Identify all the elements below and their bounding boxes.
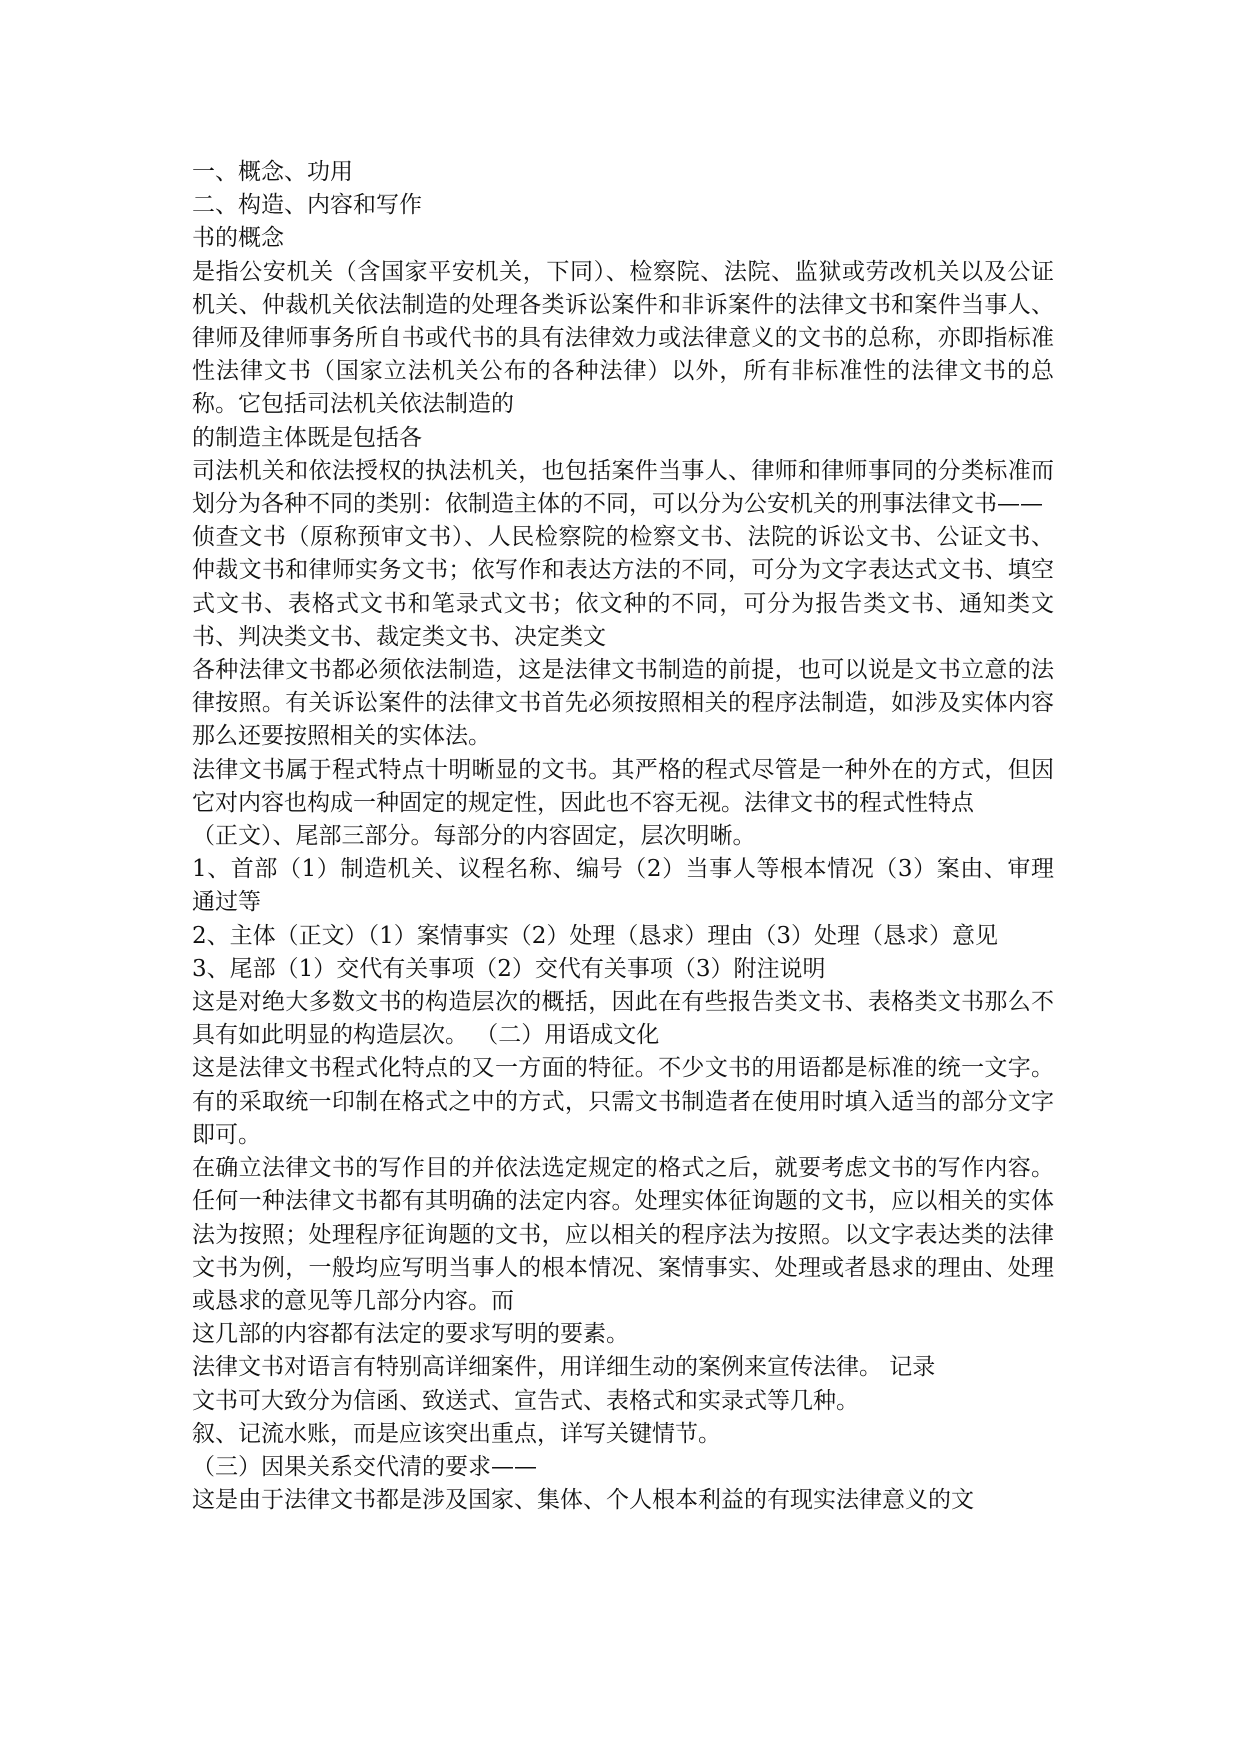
heading-concept-function: 一、概念、功用 [192, 159, 353, 185]
paragraph-writing-content: 在确立法律文书的写作目的并依法选定规定的格式之后，就要考虑文书的写作内容。任何一种法律文书都有其明确的法定内容。处理实体征询题的文书，应以相关的实体法为按照；处理程序征询题的文书，应以相关的程序法为按照。以文字表达类的法律文书为例，一般均应写明当事人的根本情况、案情事实、处理或者恳求的理由、处理或恳求的意见等几部分内容。而 [192, 1155, 1054, 1314]
document-body [192, 156, 1054, 1517]
heading-causality: （三）因果关系交代清的要求—— [192, 1453, 537, 1480]
paragraph-classification: 司法机关和依法授权的执法机关，也包括案件当事人、律师和律师事同的分类标准而划分为各种不同的类别：依制造主体的不同，可以分为公安机关的刑事法律文书—— [192, 457, 1054, 518]
paragraph-producer-subject: 的制造主体既是包括各 [192, 424, 422, 451]
paragraph-document-types: 侦查文书（原称预审文书）、人民检察院的检察文书、法院的诉讼文书、公证文书、仲裁文书和律师实务文书；依写作和表达方法的不同，可分为文字表达式文书、填空式文书、表格式文书和笔录式文书；依文种的不同，可分为报告类文书、通知类文书、判决类文书、裁定类文书、决定类文 [192, 524, 1054, 650]
paragraph-legal-basis: 各种法律文书都必须依法制造，这是法律文书制造的前提，也可以说是文书立意的法律按照。有关诉讼案件的法律文书首先必须按照相关的程序法制造，如涉及实体内容那么还要按照相关的实体法。 [192, 657, 1054, 750]
list-item-body: 2、主体（正文）（1）案情事实（2）处理（恳求）理由（3）处理（恳求）意见 [192, 922, 999, 949]
paragraph-formal-features: 法律文书属于程式特点十明晰显的文书。其严格的程式尽管是一种外在的方式，但因它对内容也构成一种固定的规定性，因此也不容无视。法律文书的程式性特点 [192, 756, 1054, 816]
paragraph-causality-reason: 这是由于法律文书都是涉及国家、集体、个人根本利益的有现实法律意义的文 [192, 1487, 974, 1514]
list-item-head: 1、首部（1）制造机关、议程名称、编号（2）当事人等根本情况（3）案由、审理通过等 [192, 856, 1054, 916]
heading-structure-content-writing: 二、构造、内容和写作 [192, 192, 422, 219]
list-item-tail: 3、尾部（1）交代有关事项（2）交代有关事项（3）附注说明 [192, 955, 826, 982]
paragraph-definition: 是指公安机关（含国家平安机关，下同）、检察院、法院、监狱或劳改机关以及公证机关、仲裁机关依法制造的处理各类诉讼案件和非诉案件的法律文书和案件当事人、律师及律师事务所自书或代书的具有法律效力或法律意义的文书的总称，亦即指标准性法律文书（国家立法机关公布的各种法律）以外，所有非标准性的法律文书的总称。它包括司法机关依法制造的 [192, 258, 1054, 418]
paragraph-structure-summary: 这是对绝大多数文书的构造层次的概括，因此在有些报告类文书、表格类文书那么不具有如此明显的构造层次。 （二）用语成文化 [192, 989, 1054, 1049]
paragraph-three-parts: （正文）、尾部三部分。每部分的内容固定，层次明晰。 [192, 823, 756, 850]
paragraph-key-details: 叙、记流水账，而是应该突出重点，详写关键情节。 [192, 1420, 721, 1447]
paragraph-legal-elements: 这几部的内容都有法定的要求写明的要素。 [192, 1321, 629, 1348]
paragraph-language-requirements: 法律文书对语言有特别高详细案件，用详细生动的案例来宣传法律。 记录 [192, 1354, 936, 1381]
paragraph-record-types: 文书可大致分为信函、致送式、宣告式、表格式和实录式等几种。 [192, 1387, 859, 1414]
paragraph-standard-language: 这是法律文书程式化特点的又一方面的特征。不少文书的用语都是标准的统一文字。有的采取统一印制在格式之中的方式，只需文书制造者在使用时填入适当的部分文字即可。 [192, 1055, 1054, 1148]
heading-document-concept: 书的概念 [192, 225, 284, 252]
